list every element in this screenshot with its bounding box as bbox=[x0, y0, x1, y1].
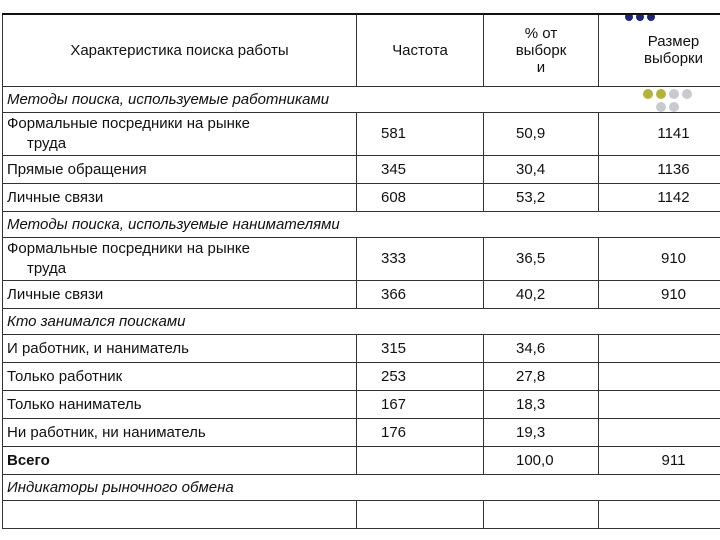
row-percent: 53,2 bbox=[484, 183, 599, 211]
row-label-text: Формальные посредники на рынке bbox=[7, 239, 251, 257]
table-row bbox=[3, 334, 720, 362]
header-size-line: Размер bbox=[647, 33, 700, 51]
row-label bbox=[3, 112, 357, 155]
row-label: Личные связи bbox=[3, 280, 357, 308]
row-label bbox=[3, 237, 357, 280]
section-title: Индикаторы рыночного обмена bbox=[3, 474, 720, 500]
row-sample-size bbox=[599, 362, 720, 390]
row-sample-size: 1142 bbox=[599, 183, 720, 211]
row-percent: 19,3 bbox=[484, 418, 599, 446]
total-sample-size: 911 bbox=[599, 446, 720, 474]
row-percent: 27,8 bbox=[484, 362, 599, 390]
row-frequency: 581 bbox=[357, 112, 484, 155]
row-label: Ни работник, ни наниматель bbox=[3, 418, 357, 446]
section-row bbox=[3, 474, 720, 500]
dot-grey bbox=[669, 89, 679, 99]
table-row bbox=[3, 112, 720, 155]
dot-yellow bbox=[656, 89, 666, 99]
row-percent: 40,2 bbox=[484, 280, 599, 308]
row-frequency: 333 bbox=[357, 237, 484, 280]
row-label: Прямые обращения bbox=[3, 155, 357, 183]
row-label-text: Формальные посредники на рынке bbox=[7, 114, 251, 132]
row-label: Личные связи bbox=[3, 183, 357, 211]
header-characteristic: Характеристика поиска работы bbox=[3, 14, 357, 86]
row-sample-size bbox=[599, 390, 720, 418]
total-label: Всего bbox=[3, 446, 357, 474]
table-row bbox=[3, 155, 720, 183]
header-percent-line: и bbox=[536, 58, 546, 76]
header-frequency: Частота bbox=[357, 14, 484, 86]
dot-yellow bbox=[643, 89, 653, 99]
table-row bbox=[3, 280, 720, 308]
dot-grey bbox=[656, 102, 666, 112]
row-sample-size: 910 bbox=[599, 237, 720, 280]
row-frequency: 167 bbox=[357, 390, 484, 418]
table-row bbox=[3, 362, 720, 390]
row-frequency: 345 bbox=[357, 155, 484, 183]
row-frequency: 608 bbox=[357, 183, 484, 211]
total-frequency bbox=[357, 446, 484, 474]
row-label-cont: труда bbox=[27, 134, 67, 152]
section-title: Методы поиска, используемые нанимателями bbox=[3, 211, 720, 237]
section-title: Методы поиска, используемые работниками bbox=[3, 86, 720, 112]
row-frequency: 315 bbox=[357, 334, 484, 362]
row-percent: 36,5 bbox=[484, 237, 599, 280]
row-percent: 30,4 bbox=[484, 155, 599, 183]
empty-cell bbox=[3, 500, 357, 528]
empty-cell bbox=[484, 500, 599, 528]
section-row bbox=[3, 211, 720, 237]
dot-grey bbox=[682, 89, 692, 99]
header-percent-line: % от bbox=[524, 24, 558, 42]
table-row bbox=[3, 237, 720, 280]
row-percent: 18,3 bbox=[484, 390, 599, 418]
dot-grey bbox=[669, 102, 679, 112]
empty-cell bbox=[599, 500, 720, 528]
dots-decoration bbox=[643, 89, 691, 119]
row-sample-size bbox=[599, 418, 720, 446]
job-search-table bbox=[2, 13, 720, 529]
row-label: И работник, и наниматель bbox=[3, 334, 357, 362]
row-frequency: 366 bbox=[357, 280, 484, 308]
total-percent: 100,0 bbox=[484, 446, 599, 474]
section-row bbox=[3, 308, 720, 334]
row-frequency: 176 bbox=[357, 418, 484, 446]
row-label: Только наниматель bbox=[3, 390, 357, 418]
total-row bbox=[3, 446, 720, 474]
section-row bbox=[3, 86, 720, 112]
table-row bbox=[3, 418, 720, 446]
table-row bbox=[3, 183, 720, 211]
header-percent-line: выборк bbox=[515, 41, 567, 59]
row-sample-size bbox=[599, 334, 720, 362]
section-title: Кто занимался поисками bbox=[3, 308, 720, 334]
header-percent bbox=[484, 14, 599, 86]
row-frequency: 253 bbox=[357, 362, 484, 390]
row-label: Только работник bbox=[3, 362, 357, 390]
table-row bbox=[3, 390, 720, 418]
empty-cell bbox=[357, 500, 484, 528]
header-sample-size bbox=[599, 14, 720, 86]
row-sample-size: 910 bbox=[599, 280, 720, 308]
header-size-line: выборки bbox=[644, 50, 703, 68]
header-row bbox=[3, 14, 720, 86]
row-percent: 50,9 bbox=[484, 112, 599, 155]
row-percent: 34,6 bbox=[484, 334, 599, 362]
row-sample-size: 1136 bbox=[599, 155, 720, 183]
row-sample-size: 1141 bbox=[599, 112, 720, 155]
table-row-empty bbox=[3, 500, 720, 528]
row-label-cont: труда bbox=[27, 259, 67, 277]
